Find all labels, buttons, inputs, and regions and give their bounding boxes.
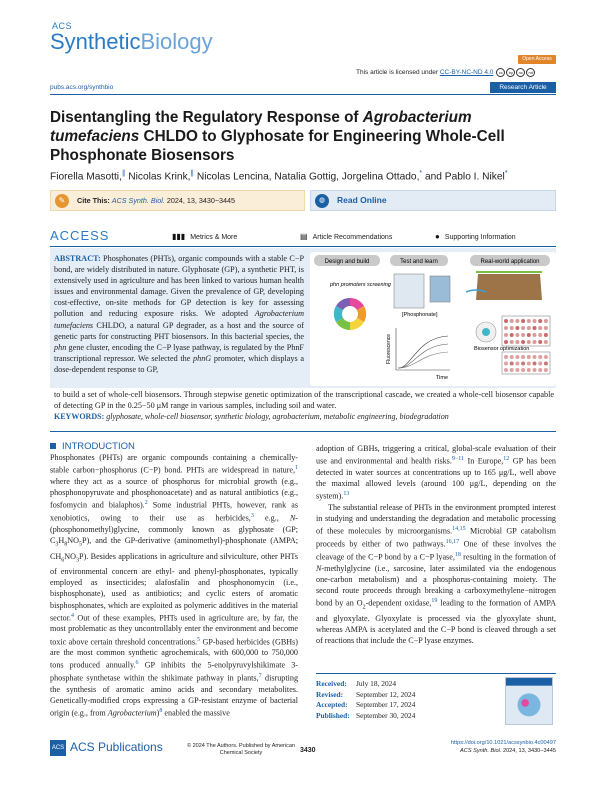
col1-seg-b: where they act as a source of phosphorus for microbial growth (e.g., phosphonopyruvate and phosphonoacetate) and as natural antibiotics (e.g., fosfomycin and bialaphos).: [50, 476, 298, 510]
col1-n-italic: N-: [289, 513, 299, 523]
read-online-label: Read Online: [337, 195, 387, 205]
open-access-badge: Open Access: [518, 55, 556, 64]
date-published: [316, 711, 486, 722]
page-number: 3430: [300, 747, 316, 754]
col2-p2g: leading to the formation of AMPA and glyoxylate. Glyoxylate is processed via the glyoxylate shunt, whereas AMPA is acetylated and the C−P bond is cleaved through a set of reactions that include the C−P lyase enzymes.: [316, 598, 556, 646]
ref-5[interactable]: 5: [197, 636, 201, 643]
well: [533, 362, 537, 366]
toc-time-label: Time: [436, 375, 449, 381]
acs-logo-icon: ACS: [50, 740, 66, 756]
access-row: [50, 228, 556, 244]
license-prefix: This article is licensed under: [356, 69, 440, 77]
well: [521, 340, 525, 344]
well: [510, 319, 514, 323]
cite-label: Cite This:: [77, 196, 110, 205]
well: [515, 319, 519, 323]
gp-sub-2: 8: [64, 541, 68, 548]
well: [510, 333, 514, 337]
document-icon: ▤: [300, 232, 308, 241]
dates-rule: [316, 673, 556, 674]
col2-p2a: The substantial release of PHTs in the environment prompted interest in studying and understanding the degradation and metabolic processing of these molecules by microorganisms.: [316, 502, 556, 536]
author-1[interactable]: Fiorella Masotti,: [50, 171, 122, 183]
well: [515, 340, 519, 344]
abstract-rule: [50, 431, 556, 432]
ampa-f-p: P: [79, 551, 84, 561]
well: [533, 333, 537, 337]
col1-seg-h: Out of these examples, PHTs used in agriculture are, by far, the most problematic as they uncontrollably enter the environment and become toxic above certain threshold concentrations.: [50, 613, 298, 647]
ref-1[interactable]: 1: [295, 465, 298, 472]
toc-fluorescence-label: Fluorescence: [386, 333, 392, 364]
ref-3[interactable]: 3: [250, 512, 254, 519]
publisher-name: ACS Publications: [70, 740, 163, 755]
well: [544, 368, 548, 372]
author-1-sup: ∥: [121, 170, 126, 177]
well: [538, 319, 542, 323]
nd-icon: nd: [526, 68, 535, 77]
well: [533, 319, 537, 323]
ref-12[interactable]: 12: [503, 456, 510, 463]
well: [504, 362, 508, 366]
abstract-italic-phn: phn: [54, 342, 67, 352]
ref-8[interactable]: 8: [159, 708, 163, 715]
well: [533, 326, 537, 330]
col1-agro-italic: Agrobacterium: [107, 708, 157, 718]
intro-heading-text: INTRODUCTION: [62, 441, 135, 452]
well: [544, 362, 548, 366]
header-rule: [50, 94, 556, 95]
col2-p2d: resulting in the formation of: [460, 552, 556, 562]
date-received-key: Received:: [316, 679, 347, 688]
well: [510, 355, 514, 359]
toc-phosphonate-label: [Phosphonate]: [402, 312, 438, 318]
o2-sub: 2: [362, 604, 366, 611]
well: [515, 368, 519, 372]
well: [521, 333, 525, 337]
col1-seg-j: GP inhibits the 5-enolpyruvylshikimate 3-phosphate synthetase within the shikimate pathway in plants,: [50, 661, 298, 683]
well: [538, 340, 542, 344]
toc-colony: [482, 328, 490, 336]
cover-art-dot: [521, 699, 529, 707]
well: [533, 340, 537, 344]
well: [538, 362, 542, 366]
well: [521, 362, 525, 366]
author-list: [50, 167, 560, 183]
journal-url[interactable]: pubs.acs.org/synthbio: [50, 84, 114, 91]
col2-p2f: -dependent oxidase,: [365, 598, 432, 608]
gp-sub-3: 5: [79, 541, 83, 548]
well: [538, 333, 542, 337]
article-dates: [316, 679, 486, 721]
recommendations-label: Article Recommendations: [312, 234, 393, 241]
ref-18[interactable]: 18: [454, 551, 461, 558]
date-received: [316, 679, 486, 690]
cite-this-box[interactable]: [50, 190, 305, 211]
col2-p2e: -methylglycine (i.e., sarcosine, later assimilated via the endogenous one-carbon metabolism) and a phosphorus-containing moiety. The second route proceeds through breaking a carboxymethylene−nitrogen bond by an O: [316, 563, 556, 608]
toc-graphic: [310, 252, 556, 386]
col1-seg-g: ). Besides applications in agriculture and silviculture, other PHTs of environmental concern are ethyl- and phenyl-phosphonates, typically employed as insecticides; alafosfalin and phosphonomycin (i.e., bisphosphonate), used as antibiotics; and cyclic esters of aromatic bisphosphonates, which are exploited as polymeric additives in the material sector.: [50, 551, 298, 623]
well: [510, 368, 514, 372]
well: [527, 362, 531, 366]
well: [521, 326, 525, 330]
well: [504, 368, 508, 372]
date-revised: [316, 690, 486, 701]
ref-4[interactable]: 4: [70, 612, 74, 619]
date-published-key: Published:: [316, 710, 350, 720]
title-part1: Disentangling the Regulatory Response of: [50, 109, 363, 126]
toc-well-plate: [502, 316, 550, 346]
well: [510, 340, 514, 344]
read-online-box[interactable]: [310, 190, 556, 211]
intro-column-1: [50, 452, 298, 719]
toc-optimization-label: Biosensor optimization: [474, 346, 530, 352]
well: [521, 319, 525, 323]
col1-seg-k: disrupting the synthesis of aromatic amino acids and secondary metabolites. Genetically-modified crops expressing a GP-resistant enzyme of bacterial origin (e.g., from: [50, 673, 299, 718]
copyright: © 2024 The Authors. Published by American Chemical Society: [187, 743, 295, 756]
doi-block: [420, 740, 556, 755]
gp-sub-1: 3: [55, 541, 59, 548]
author-4[interactable]: and Pablo I. Nikel: [422, 171, 505, 183]
article-title: [50, 108, 550, 165]
access-label: ACCESS: [50, 228, 110, 243]
toc-screening-label: phn promoters screening: [330, 282, 391, 288]
well: [527, 326, 531, 330]
nc-icon: nc: [516, 68, 525, 77]
ampa-sub-2: 3: [76, 557, 80, 564]
well: [504, 326, 508, 330]
abstract-text-continued: to build a set of whole-cell biosensors. Through stepwise genetic optimization of the transcriptional cascade, we created a whole-cell biosensor capable of detecting GP in the 0.25−50 μM range in various samples, including soil and water.: [54, 390, 554, 411]
recommendations-link[interactable]: [300, 232, 392, 241]
cover-art: [518, 693, 541, 716]
well: [515, 333, 519, 337]
gp-f-p: P: [82, 535, 87, 545]
metrics-label: Metrics & More: [190, 234, 238, 241]
gp-f-h: H: [58, 535, 65, 545]
well: [527, 333, 531, 337]
ref-6[interactable]: 6: [135, 660, 139, 667]
date-revised-key: Revised:: [316, 689, 344, 699]
intro-heading: [50, 441, 135, 452]
well: [544, 333, 548, 337]
ampa-f-no: NO: [64, 551, 77, 561]
access-rule: [50, 246, 556, 247]
abstract-p1b: CHLDO, a natural GP degrader, as a host and the source of genetic parts for constructing PHT biosensors. In this bacterial species, the: [54, 320, 304, 341]
col1-seg-l: enabled the massive: [162, 708, 230, 718]
by-icon: by: [506, 68, 515, 77]
doi-link[interactable]: https://doi.org/10.1021/acssynbio.4c00497: [450, 740, 556, 746]
journal-acs: ACS: [52, 21, 73, 31]
well: [521, 355, 525, 359]
well: [515, 362, 519, 366]
ampa-sub-1: 6: [61, 557, 65, 564]
col2-p1c: GP has been detected in water sources at concentrations up to 165 μg/L, well above the maximal allowed levels (around 100 μg/L, depending on the system).: [316, 456, 556, 501]
intro-column-2: [316, 443, 556, 647]
author-3[interactable]: Nicolas Lencina, Natalia Gottig, Jorgelina Ottado,: [194, 171, 420, 183]
date-published-value: September 30, 2024: [356, 710, 416, 720]
col1-seg-c: Some industrial PHTs, however, rank as xenobiotics, owing to their use as herbicides,: [50, 500, 298, 523]
well: [515, 355, 519, 359]
col1-seg-e: (phosphonomethyl)glycine, commonly known as glyphosate (GP; C: [50, 524, 298, 545]
col1-seg-a: Phosphonates (PHTs) are organic compounds containing a chemically-stable carbon−phosphorus (C−P) bond. PHTs are widespread in nature,: [50, 453, 298, 475]
col2-p2c: One of these involves the cleavage of the C−P bond by a C−P lyase,: [316, 539, 556, 562]
globe-icon: ◍: [315, 194, 329, 208]
date-accepted-value: September 17, 2024: [356, 700, 416, 709]
author-2[interactable]: Nicolas Krink,: [125, 171, 191, 183]
journal-name-part1: Synthetic: [50, 29, 141, 54]
well: [538, 368, 542, 372]
cite-text: [77, 196, 235, 205]
date-accepted-key: Accepted:: [316, 700, 348, 709]
gp-f-no: NO: [67, 535, 80, 545]
well: [504, 355, 508, 359]
col2-paragraph-1: [316, 443, 556, 502]
ref-13[interactable]: 13: [343, 491, 350, 498]
toc-real-label: Real-world application: [480, 259, 540, 265]
license-line: [356, 68, 535, 77]
cite-details: 2024, 13, 3430−3445: [164, 196, 236, 205]
ref-2[interactable]: 2: [144, 500, 148, 507]
col1-paren: ): [156, 708, 160, 718]
plasmid-center: [342, 306, 358, 322]
well: [510, 326, 514, 330]
plasmid-wheel: [334, 298, 366, 330]
journal-name: [50, 31, 213, 53]
abstract-p1: Phosphonates (PHTs), organic compounds with a stable C−P bond, are widely distributed in nature. Glyphosate (GP), a synthetic PHT, is extensively used in agriculture and has been linked to various human health issues and environmental damage. Given the prevalence of GP, developing cost-effective, on-site methods for GP detection is key for assessing pollution and reducing exposure risks. We adopted: [54, 254, 304, 319]
article-type-badge: Research Article: [490, 82, 556, 93]
supporting-info-link[interactable]: [435, 232, 516, 241]
ref-14-15[interactable]: 14,15: [452, 526, 466, 533]
well: [527, 355, 531, 359]
well: [515, 326, 519, 330]
cite-icon: ✎: [55, 194, 69, 208]
author-4-sup: *: [504, 170, 508, 177]
well: [527, 319, 531, 323]
col2-p1a: adoption of GBHs, triggering a critical, global-scale evaluation of their use and environmental and health risks.: [316, 444, 556, 466]
keywords-label: KEYWORDS:: [54, 412, 105, 421]
heading-square-icon: [50, 443, 56, 449]
doi-cite-journal: ACS Synth. Biol.: [460, 747, 502, 754]
well: [510, 362, 514, 366]
well: [533, 368, 537, 372]
cc-icon: cc: [496, 68, 505, 77]
keywords-text: glyphosate, whole-cell biosensor, synthetic biology, agrobacterium, metabolic engineering, biodegradation: [104, 412, 449, 421]
well: [533, 355, 537, 359]
toc-design-label: Design and build: [324, 259, 370, 265]
col1-seg-d: e.g.,: [253, 513, 290, 523]
title-italic: Agrobacterium tumefaciens: [50, 109, 472, 145]
well: [504, 333, 508, 337]
toc-cuvette: [394, 274, 424, 308]
bar-chart-icon: ▮▮▮: [172, 232, 186, 241]
well: [538, 326, 542, 330]
cover-header: [506, 678, 552, 686]
col2-p2b: Microbial GP catabolism proceeds by either of two pathways.: [316, 526, 556, 549]
col2-n-italic: N: [316, 563, 322, 573]
col2-paragraph-2: [316, 502, 556, 647]
well: [527, 368, 531, 372]
toc-well-plate-2: [502, 352, 550, 374]
abstract-p1c: gene cluster, encoding the C−P lyase pathway, is regulated by the PhnF transcriptional repressor. We selected the: [54, 342, 304, 363]
well: [504, 340, 508, 344]
date-received-value: July 18, 2024: [356, 679, 397, 688]
well: [544, 340, 548, 344]
license-link[interactable]: CC-BY-NC-ND 4.0: [439, 69, 494, 77]
doi-cite: 2024, 13, 3430−3445: [501, 747, 556, 754]
journal-name-part2: Biology: [140, 29, 213, 54]
col2-p1b: In Europe,: [464, 456, 504, 466]
toc-soil: [476, 274, 542, 300]
cite-journal: ACS Synth. Biol.: [111, 196, 165, 205]
supporting-info-label: Supporting Information: [444, 234, 516, 241]
well: [544, 355, 548, 359]
ref-16-17[interactable]: 16,17: [445, 538, 460, 545]
author-3-sup: *: [419, 170, 423, 177]
ref-7[interactable]: 7: [258, 673, 262, 680]
well: [504, 319, 508, 323]
date-accepted: [316, 700, 486, 711]
well: [521, 368, 525, 372]
abstract-text: [54, 253, 304, 375]
toc-tube: [430, 276, 450, 302]
abstract-p1d: promoter, which displays a dose-dependent response to GP,: [54, 353, 304, 374]
col1-seg-f: ), and the GP-derivative (aminomethyl)-phosphonate (AMPA; CH: [50, 535, 298, 561]
well: [544, 326, 548, 330]
col1-seg-i: GP-based herbicides (GBHs) are the most common synthetic agrochemicals, with 600,000 to 750,000 tons produced annually.: [50, 637, 298, 671]
ref-9-11[interactable]: 9−11: [451, 456, 465, 463]
date-revised-value: September 12, 2024: [356, 689, 416, 699]
journal-cover-thumbnail[interactable]: [505, 677, 553, 725]
title-part2: CHLDO to Glyphosate for Engineering Whole-Cell Phosphonate Biosensors: [50, 128, 505, 164]
well: [538, 355, 542, 359]
well: [544, 319, 548, 323]
abstract-italic-phng: phnG: [193, 353, 212, 363]
supporting-info-icon: ●: [435, 232, 440, 241]
keywords: [54, 411, 559, 422]
author-2-sup: ∥: [190, 170, 195, 177]
publisher-logo[interactable]: [50, 740, 163, 756]
well: [527, 340, 531, 344]
abstract-label: ABSTRACT:: [54, 254, 101, 263]
toc-test-label: Test and learn: [400, 259, 438, 265]
abstract-italic-species: Agrobacterium tumefaciens: [54, 309, 304, 330]
metrics-link[interactable]: [172, 232, 237, 241]
ref-19[interactable]: 19: [431, 597, 438, 604]
